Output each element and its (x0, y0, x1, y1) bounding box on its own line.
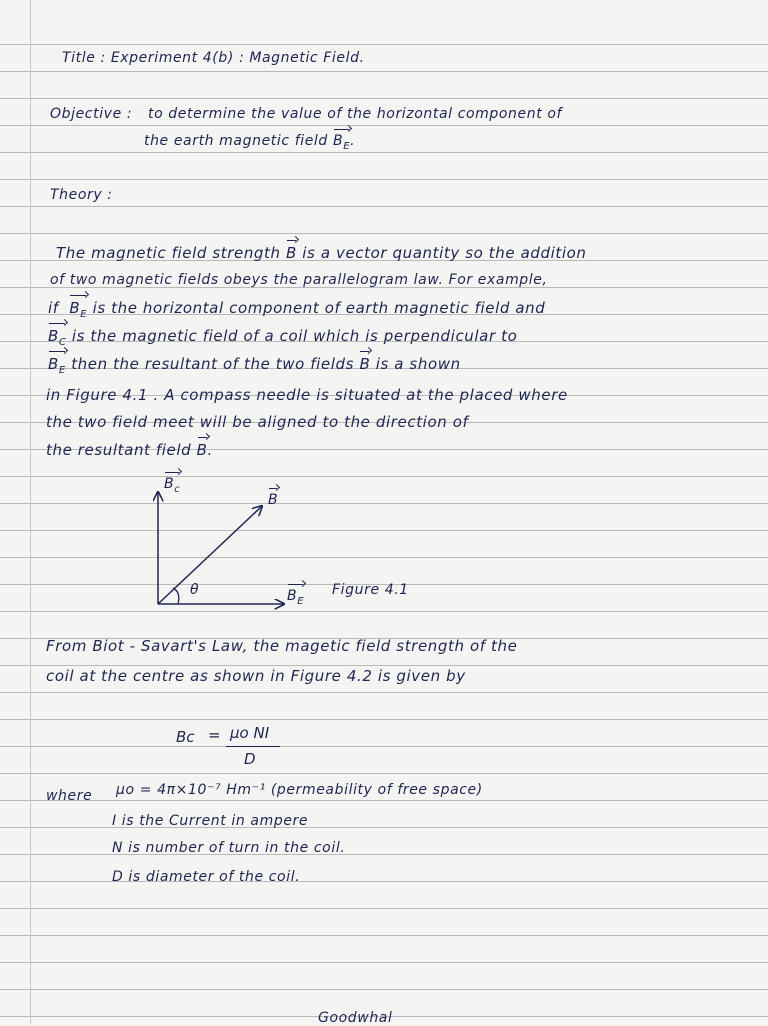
theory-line-1: The magnetic field strength B is a vector quantity so the addition (56, 244, 587, 262)
theory-line-7: the two field meet will be aligned to the direction of (46, 413, 469, 431)
turns-definition: N is number of turn in the coil. (112, 840, 346, 856)
theory-line-6: in Figure 4.1 . A compass needle is situated at the placed where (46, 386, 568, 404)
vector-b: B (196, 441, 208, 459)
figure-label-b: B (268, 492, 279, 508)
theory-label: Theory : (50, 187, 113, 203)
biot-line-1: From Biot - Savart's Law, the magetic field strength of the (46, 637, 518, 655)
figure-caption: Figure 4.1 (332, 582, 409, 598)
theory-line-5: $B_E$ then the resultant of the two fields B is a shown (48, 355, 461, 376)
objective-line-1: to determine the value of the horizontal component of (148, 106, 563, 122)
formula-lhs: Bc (176, 728, 195, 746)
theory-line-8: the resultant field B. (46, 441, 213, 459)
biot-line-2: coil at the centre as shown in Figure 4.2 is given by (46, 667, 466, 685)
theory-line-3: if $B_E$ is the horizontal component of earth magnetic field and (48, 299, 546, 320)
figure-label-bc: $B_c$ (164, 476, 181, 495)
vector-be: $B_E$ (48, 355, 66, 376)
objective-label: Objective : (50, 106, 133, 122)
formula-equals: = (208, 726, 221, 744)
current-definition: I is the Current in ampere (112, 813, 309, 829)
margin-line (30, 0, 31, 1024)
page-title: Title : Experiment 4(b) : Magnetic Field. (62, 50, 365, 66)
fraction-bar (226, 746, 280, 747)
mu-definition: μo = 4π×10⁻⁷ Hm⁻¹ (permeability of free space) (116, 782, 483, 798)
objective-line-2: the earth magnetic field $B_E$. (144, 133, 356, 152)
formula-numerator: μo NI (230, 724, 270, 742)
where-label: where (46, 788, 93, 804)
vector-b: B (286, 244, 297, 262)
diameter-definition: D is diameter of the coil. (112, 869, 301, 885)
vector-bc: $B_C$ (48, 327, 67, 348)
figure-label-theta: θ (190, 582, 200, 598)
resultant-b-arrow (158, 506, 262, 604)
theory-line-4: $B_C$ is the magnetic field of a coil which is perpendicular to (48, 327, 518, 348)
theory-line-2: of two magnetic fields obeys the parallelogram law. For example, (50, 272, 548, 288)
figure-label-be: $B_E$ (287, 588, 305, 607)
footer-text: Goodwhal (318, 1010, 393, 1026)
formula-denominator: D (244, 750, 256, 768)
vector-b: B (359, 355, 371, 373)
theta-arc (173, 588, 179, 604)
vector-be: $B_E$ (332, 133, 351, 152)
vector-be: $B_E$ (69, 299, 88, 320)
